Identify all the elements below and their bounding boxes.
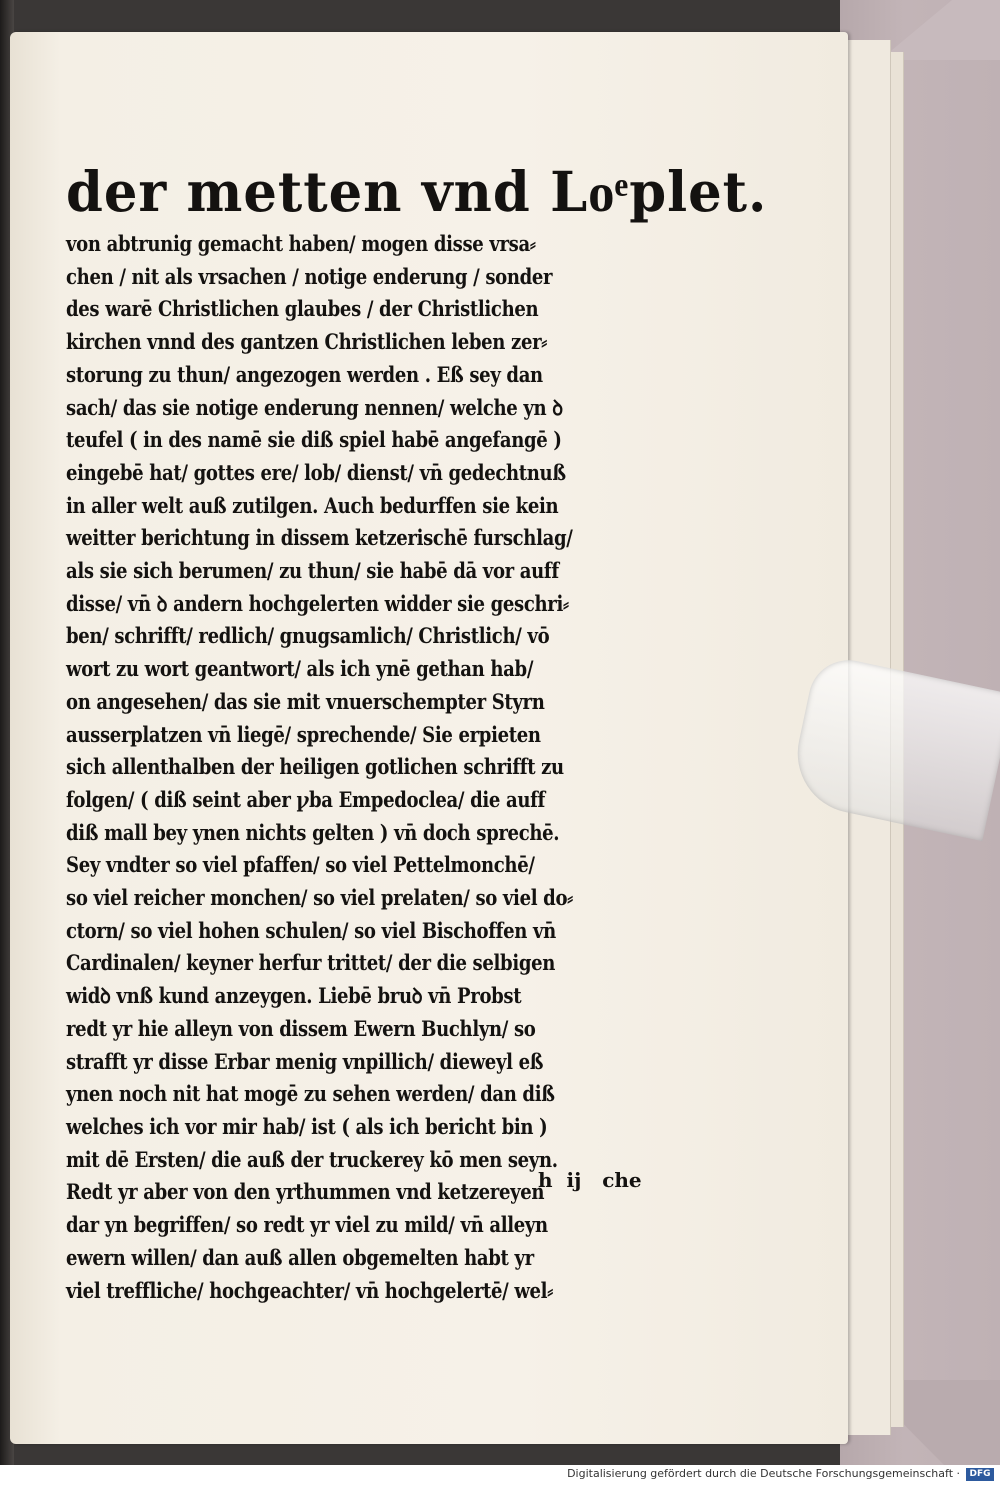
text-line: viel treffliche/ hochgeachter/ vn̄ hochgelertē/ wel⸗ — [66, 1277, 553, 1303]
text-line: chen / nit als vrsachen / notige enderung / sonder — [66, 263, 553, 289]
catchword: h ij che — [538, 1168, 642, 1192]
text-line: weitter berichtung in dissem ketzerischē furschlag/ — [66, 525, 573, 551]
text-line: ctorn/ so viel hohen schulen/ so viel Bischoffen vn̄ — [66, 917, 556, 943]
text-line: dar yn begriffen/ so redt yr viel zu mild/ vn̄ alleyn — [66, 1212, 548, 1238]
text-line: redt yr hie alleyn von dissem Ewern Buchlyn/ so — [66, 1015, 536, 1041]
text-line: von abtrunig gemacht haben/ mogen disse vrsa⸗ — [66, 231, 536, 256]
text-line: ewern willen/ dan auß allen obgemelten habt yr — [66, 1244, 534, 1270]
text-lines — [66, 228, 656, 1307]
text-line: Cardinalen/ keyner herfur trittet/ der die selbigen — [66, 950, 556, 976]
text-line: folgen/ ( diß seint aber ꝩba Empedoclea/ die auff — [66, 786, 545, 812]
text-line: storung zu thun/ angezogen werden . Eß sey dan — [66, 361, 543, 387]
text-line: widꝺ vnß kund anzeygen. Liebē bruꝺ vn̄ Probst — [66, 983, 522, 1009]
text-line: Sey vndter so viel pfaffen/ so viel Pettelmonchē/ — [66, 852, 535, 878]
text-line: sich allenthalben der heiligen gotlichen schrifft zu — [66, 754, 564, 780]
text-line: wort zu wort geantwort/ als ich ynē gethan hab/ — [66, 656, 534, 682]
text-line: mit dē Ersten/ die auß der truckerey kō men seyn. — [66, 1146, 558, 1172]
dfg-logo: DFG — [966, 1468, 994, 1481]
text-line: ben/ schrifft/ redlich/ gnugsamlich/ Christlich/ vō — [66, 623, 550, 649]
text-line: ausserplatzen vn̄ liegē/ sprechende/ Sie erpieten — [66, 721, 541, 747]
footer-bar — [0, 1465, 1000, 1485]
text-line: on angesehen/ das sie mit vnuerschempter Styrn — [66, 688, 545, 714]
text-line: strafft yr disse Erbar menig vnpillich/ dieweyl eß — [66, 1048, 544, 1074]
text-line: so viel reicher monchen/ so viel prelaten/ so viel do⸗ — [66, 885, 573, 911]
text-line: Redt yr aber von den yrthummen vnd ketzereyen — [66, 1179, 545, 1205]
page-text — [66, 159, 768, 1307]
text-line: kirchen vnnd des gantzen Christlichen leben zer⸗ — [66, 329, 547, 355]
text-line: in aller welt auß zutilgen. Auch bedurffen sie kein — [66, 492, 559, 518]
footer-credit: Digitalisierung gefördert durch die Deutsche Forschungsgemeinschaft · — [567, 1467, 960, 1480]
text-line: welches ich vor mir hab/ ist ( als ich bericht bin ) — [66, 1113, 548, 1139]
text-line: als sie sich berumen/ zu thun/ sie habē dā vor auff — [66, 558, 559, 584]
text-line: sach/ das sie notige enderung nennen/ welche yn ꝺ — [66, 394, 563, 420]
text-line: ynen noch nit hat mogē zu sehen werden/ dan diß — [66, 1081, 555, 1107]
text-line: teufel ( in des namē sie diß spiel habē angefangē ) — [66, 427, 562, 453]
text-line: diß mall bey ynen nichts gelten ) vn̄ doch sprechē. — [66, 819, 560, 845]
page-heading: der metten vnd Loͤplet. — [66, 159, 768, 224]
text-line: des warē Christlichen glaubes / der Christlichen — [66, 296, 539, 322]
text-line: disse/ vn̄ ꝺ andern hochgelerten widder sie geschri⸗ — [66, 590, 569, 616]
text-line: eingebē hat/ gottes ere/ lob/ dienst/ vn̄ gedechtnuß — [66, 459, 566, 485]
